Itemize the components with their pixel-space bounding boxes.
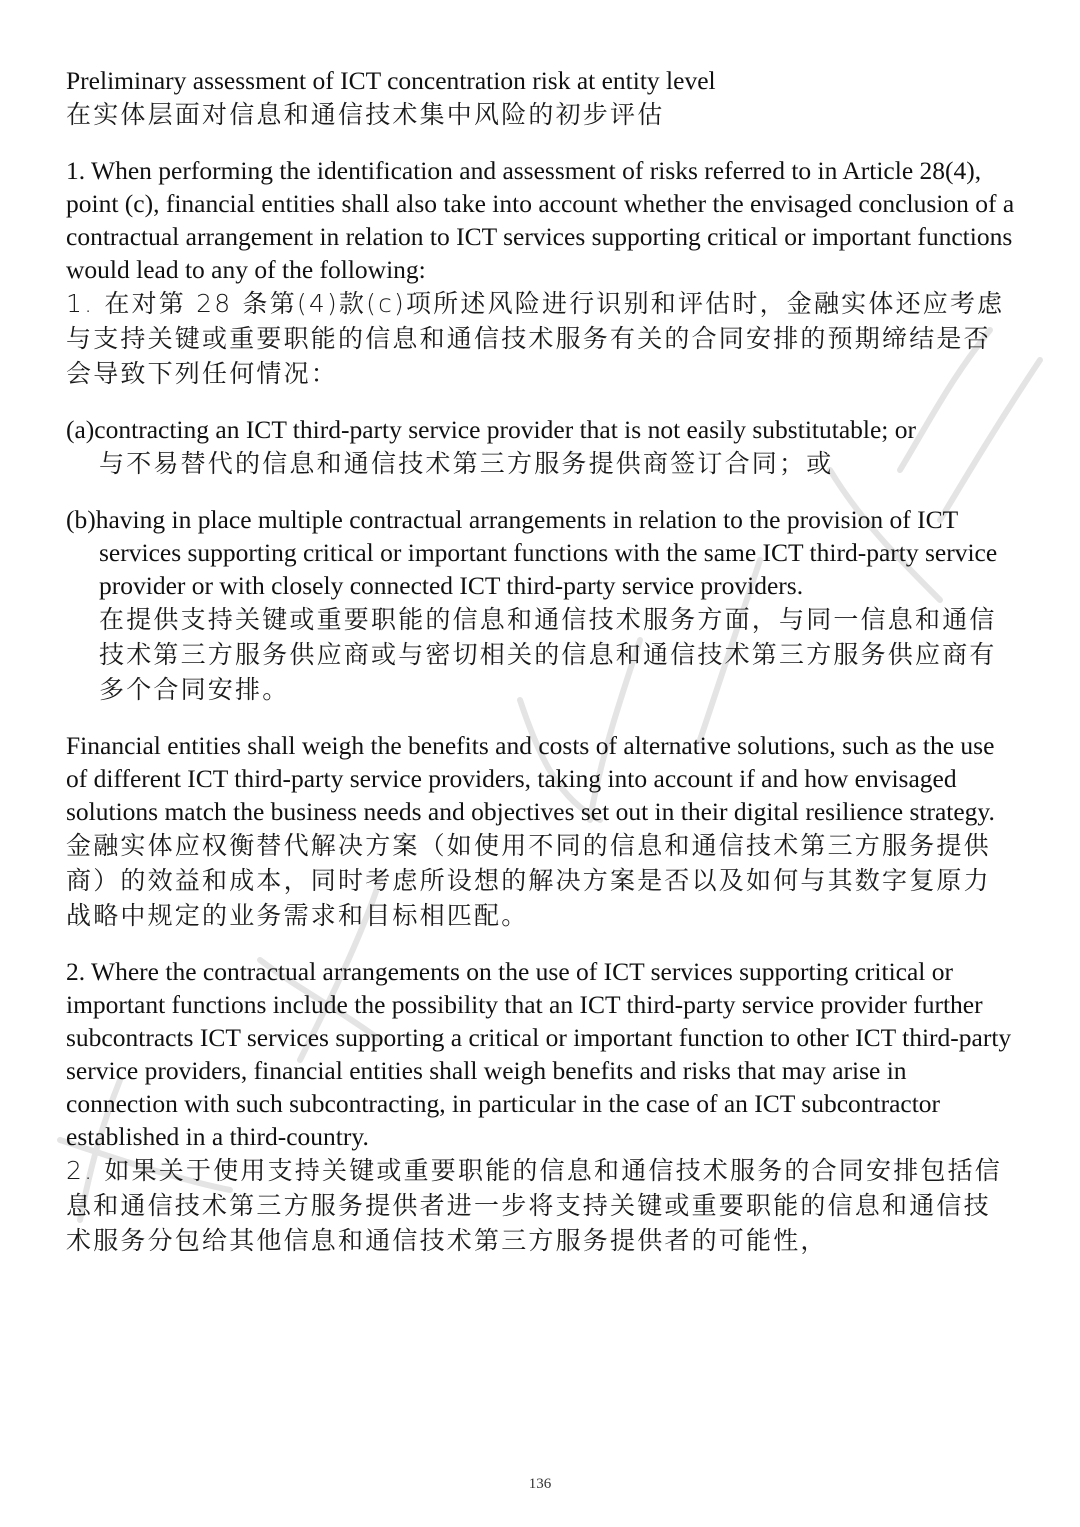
item-b-en: (b)having in place multiple contractual arrangements in relation to the provision of ICT services supporting critical or important functions with the same ICT third-party service provider or with closely connected ICT third-party service providers. [66,505,998,600]
paragraph-weigh-en: Financial entities shall weigh the benefits and costs of alternative solutions, such as the use of different ICT third-party service providers, taking into account if and how envisaged solutions match the business needs and objectives set out in their digital resilience strategy. [66,731,995,826]
item-b-zh: 在提供支持关键或重要职能的信息和通信技术服务方面，与同一信息和通信技术第三方服务供应商或与密切相关的信息和通信技术第三方服务供应商有多个合同安排。 [99,605,997,704]
section-heading-zh: 在实体层面对信息和通信技术集中风险的初步评估 [66,100,665,129]
paragraph-2-zh: 2. 如果关于使用支持关键或重要职能的信息和通信技术服务的合同安排包括信息和通信技术第三方服务提供者进一步将支持关键或重要职能的信息和通信技术服务分包给其他信息和通信技术第三方服务提供者的可能性， [66,1156,1003,1255]
document-body [66,64,1016,1258]
page-number: 136 [528,1476,552,1492]
item-a-en: (a)contracting an ICT third-party service provider that is not easily substitutable; or [66,415,916,444]
section-heading-en: Preliminary assessment of ICT concentration risk at entity level [66,66,716,95]
paragraph-weigh-zh: 金融实体应权衡替代解决方案（如使用不同的信息和通信技术第三方服务提供商）的效益和成本，同时考虑所设想的解决方案是否以及如何与其数字复原力战略中规定的业务需求和目标相匹配。 [66,831,991,930]
paragraph-1-zh: 1. 在对第 28 条第(4)款(c)项所述风险进行识别和评估时，金融实体还应考虑与支持关键或重要职能的信息和通信技术服务有关的合同安排的预期缔结是否会导致下列任何情况： [66,289,1005,388]
item-a-zh: 与不易替代的信息和通信技术第三方服务提供商签订合同；或 [99,449,834,478]
paragraph-1-en: 1. When performing the identification and assessment of risks referred to in Article 28(4), point (c), financial entities shall also take into account whether the envisaged conclusion of a contractual arrangement in relation to ICT services supporting critical or important functions would lead to any of the following: [66,156,1015,284]
paragraph-2-en: 2. Where the contractual arrangements on the use of ICT services supporting critical or important functions include the possibility that an ICT third-party service provider further subcontracts ICT services supporting a critical or important function to other ICT third-party service providers, financial entities shall weigh benefits and risks that may arise in connection with such subcontracting, in particular in the case of an ICT subcontractor established in a third-country. [66,957,1012,1151]
